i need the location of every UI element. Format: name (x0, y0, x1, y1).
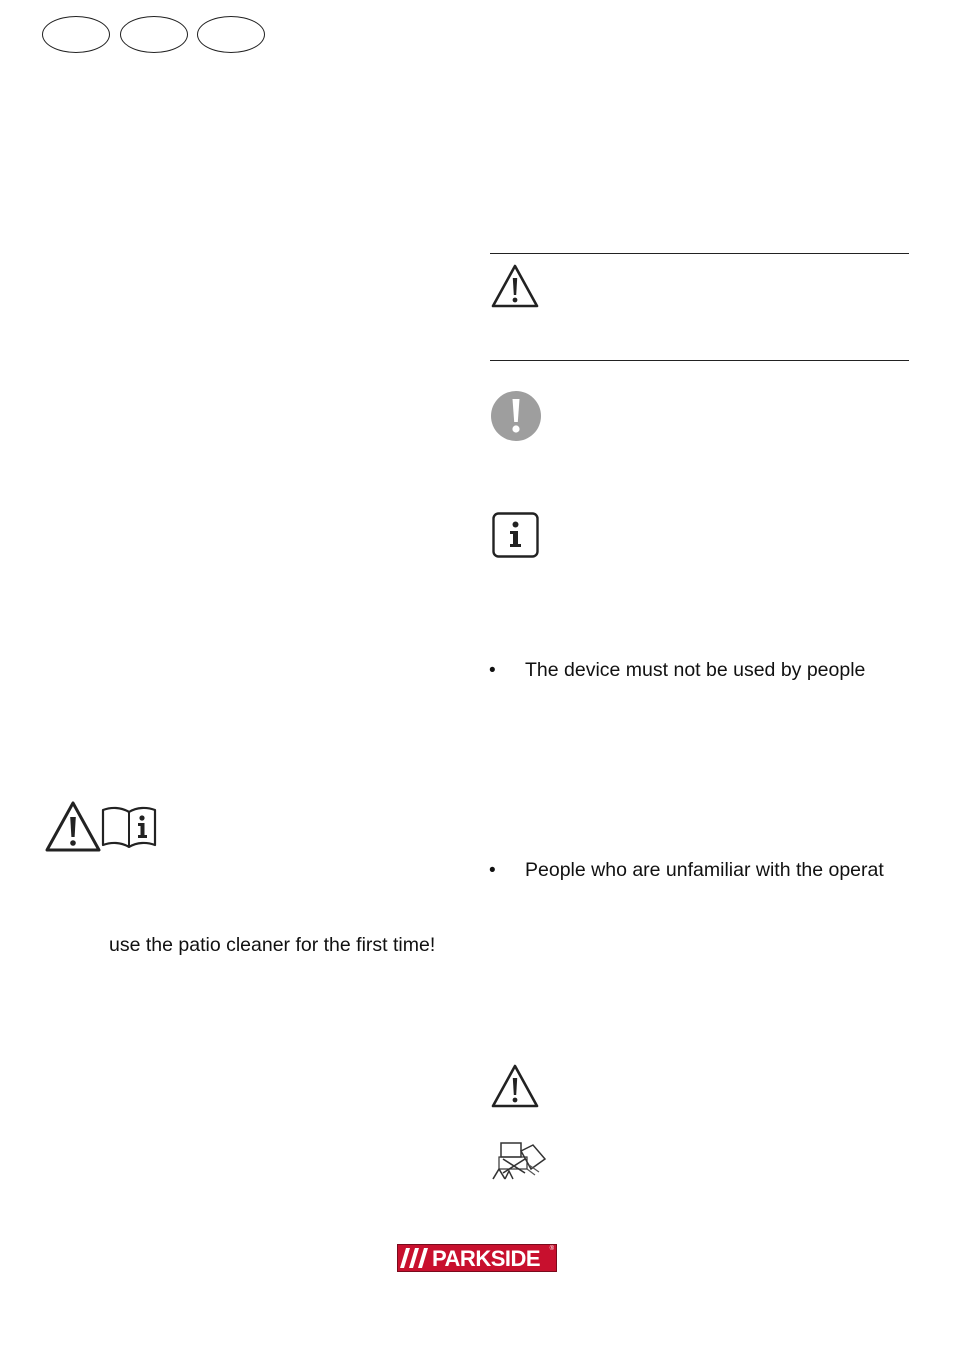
exclamation-circle-icon (490, 390, 542, 442)
protective-gear-pictogram-icon (491, 1139, 547, 1181)
country-code-oval-3 (197, 16, 265, 53)
bullet-marker: • (489, 660, 496, 681)
bullet-marker: • (489, 860, 496, 881)
read-instructions-text: use the patio cleaner for the first time! (109, 934, 436, 956)
warning-triangle-icon (490, 1063, 540, 1109)
info-box-icon (492, 512, 539, 558)
registered-mark: ® (549, 1246, 554, 1252)
warning-block-top-rule (490, 253, 909, 254)
bullet-text-device-use: The device must not be used by people (525, 659, 866, 681)
manual-info-book-icon (101, 804, 157, 848)
logo-slashes-icon (400, 1246, 430, 1270)
parkside-logo (397, 1244, 557, 1272)
warning-triangle-icon (490, 263, 540, 309)
warning-block-bottom-rule (490, 360, 909, 361)
bullet-text-unfamiliar-people: People who are unfamiliar with the operat (525, 859, 884, 881)
country-code-oval-1 (42, 16, 110, 53)
country-code-oval-2 (120, 16, 188, 53)
warning-triangle-icon (44, 800, 102, 853)
brand-name: PARKSIDE (432, 1246, 541, 1271)
